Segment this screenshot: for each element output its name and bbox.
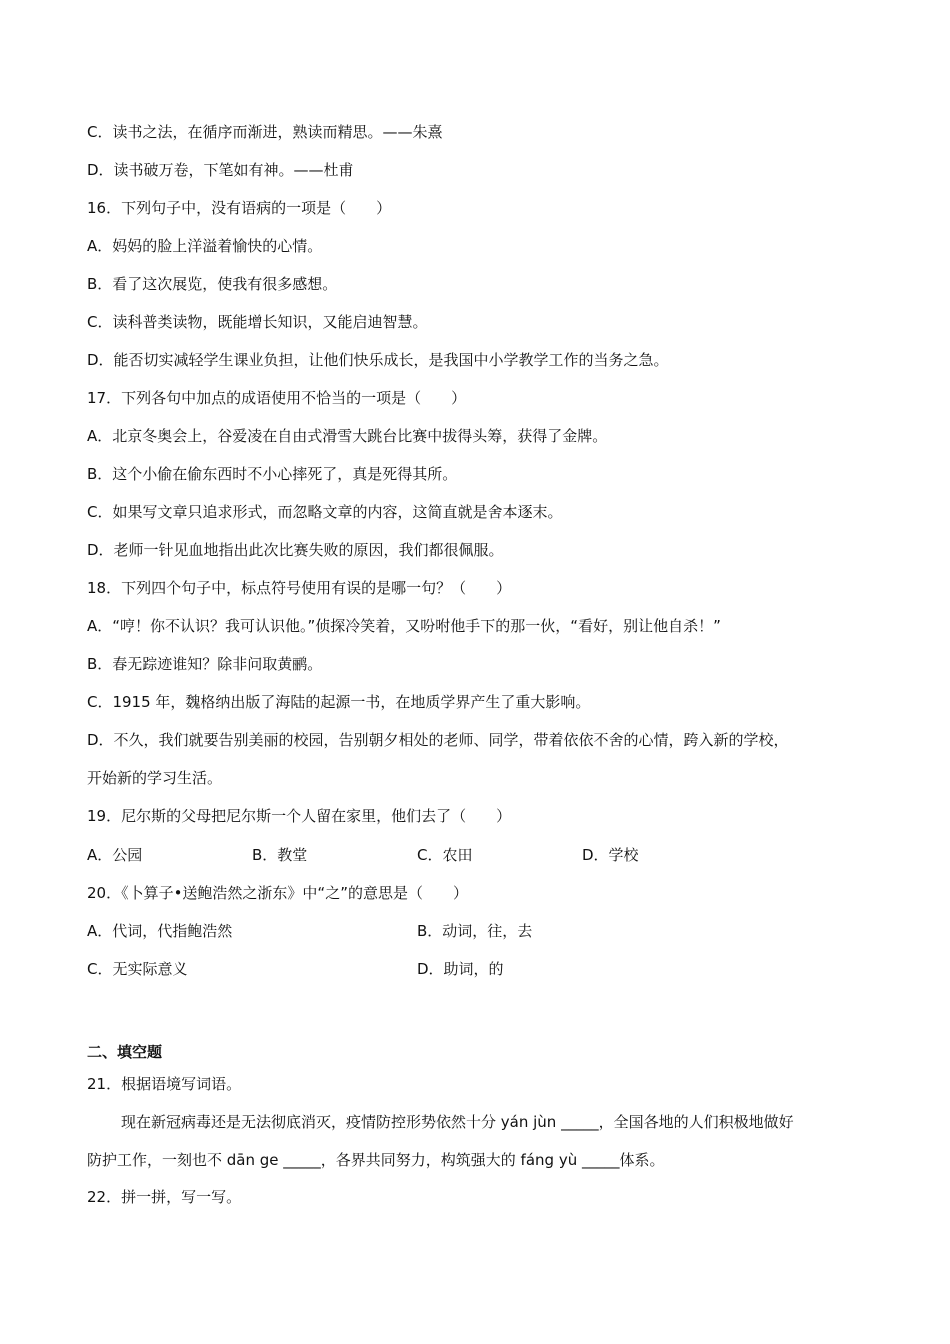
q18-option-a: A．“哼！你不认识？我可认识他。”侦探冷笑着，又吩咐他手下的那一伙，“看好，别让他自杀！” xyxy=(87,617,721,635)
q19-stem: 19．尼尔斯的父母把尼尔斯一个人留在家里，他们去了（ ） xyxy=(87,807,512,825)
section-heading: 二、填空题 xyxy=(87,1043,163,1061)
q19-option-a: A．公园 xyxy=(87,846,143,864)
q22-stem: 22．拼一拼，写一写。 xyxy=(87,1188,242,1206)
q15-option-c: C．读书之法，在循序而渐进，熟读而精思。——朱熹 xyxy=(87,123,443,141)
q20-stem: 20．《卜算子•送鲍浩然之浙东》中“之”的意思是（ ） xyxy=(87,884,468,902)
q16-option-d: D．能否切实减轻学生课业负担，让他们快乐成长，是我国中小学教学工作的当务之急。 xyxy=(87,351,669,369)
q20-option-d: D．助词，的 xyxy=(417,960,504,978)
q18-option-b: B．春无踪迹谁知？除非问取黄鹂。 xyxy=(87,655,323,673)
q17-option-a: A．北京冬奥会上，谷爱凌在自由式滑雪大跳台比赛中拔得头筹，获得了金牌。 xyxy=(87,427,608,445)
q16-stem: 16．下列句子中，没有语病的一项是（ ） xyxy=(87,199,392,217)
q16-option-b: B．看了这次展览，使我有很多感想。 xyxy=(87,275,338,293)
q19-option-d: D．学校 xyxy=(582,846,639,864)
q21-paragraph-line1: 现在新冠病毒还是无法彻底消灭，疫情防控形势依然十分 yán jùn _____，全国各地的人们积极地做好 xyxy=(121,1113,794,1131)
q17-stem: 17．下列各句中加点的成语使用不恰当的一项是（ ） xyxy=(87,389,467,407)
q18-option-c: C．1915 年，魏格纳出版了海陆的起源一书，在地质学界产生了重大影响。 xyxy=(87,693,591,711)
q18-option-d: D．不久，我们就要告别美丽的校园，告别朝夕相处的老师、同学，带着依依不舍的心情，跨入新的学校， xyxy=(87,731,789,749)
q20-option-c: C．无实际意义 xyxy=(87,960,188,978)
q19-option-c: C．农田 xyxy=(417,846,473,864)
q16-option-a: A．妈妈的脸上洋溢着愉快的心情。 xyxy=(87,237,323,255)
q17-option-d: D．老师一针见血地指出此次比赛失败的原因，我们都很佩服。 xyxy=(87,541,504,559)
q18-option-d-cont: 开始新的学习生活。 xyxy=(87,769,223,787)
q21-stem: 21．根据语境写词语。 xyxy=(87,1075,242,1093)
q16-option-c: C．读科普类读物，既能增长知识，又能启迪智慧。 xyxy=(87,313,428,331)
q18-stem: 18．下列四个句子中，标点符号使用有误的是哪一句？（ ） xyxy=(87,579,512,597)
q17-option-b: B．这个小偷在偷东西时不小心摔死了，真是死得其所。 xyxy=(87,465,458,483)
q17-option-c: C．如果写文章只追求形式，而忽略文章的内容，这简直就是舍本逐末。 xyxy=(87,503,563,521)
q15-option-d: D．读书破万卷，下笔如有神。——杜甫 xyxy=(87,161,354,179)
q20-option-b: B．动词，往，去 xyxy=(417,922,533,940)
q21-paragraph-line2: 防护工作，一刻也不 dān ge _____，各界共同努力，构筑强大的 fáng yù _____体系。 xyxy=(87,1151,665,1169)
q19-option-b: B．教堂 xyxy=(252,846,308,864)
q20-option-a: A．代词，代指鲍浩然 xyxy=(87,922,233,940)
